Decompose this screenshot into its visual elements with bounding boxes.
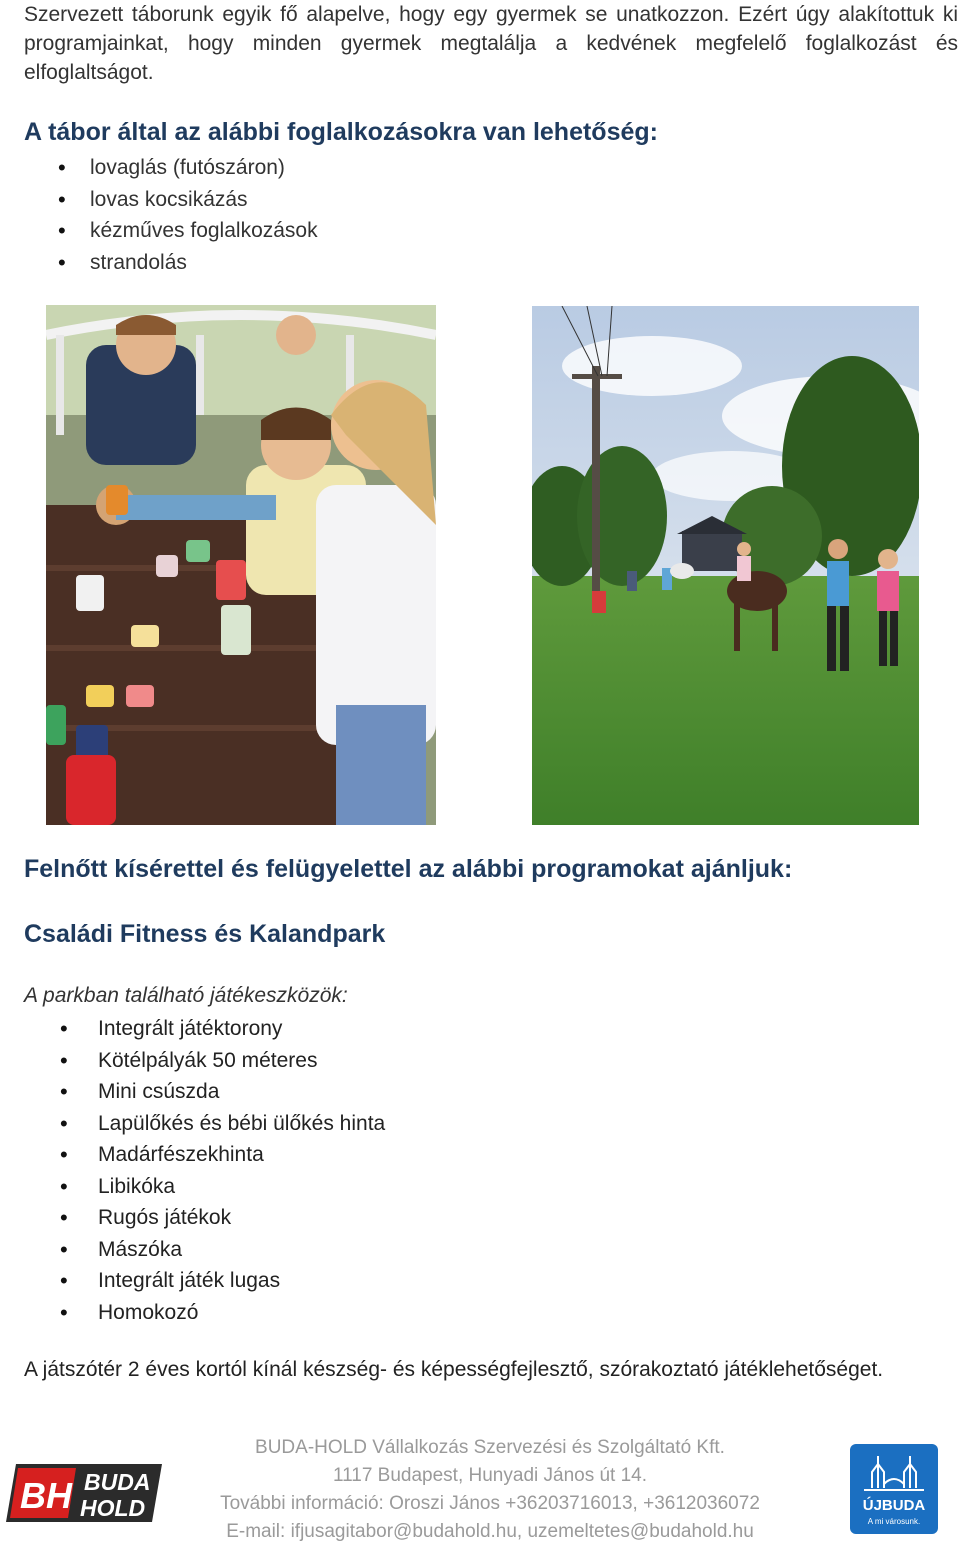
activities-heading: A tábor által az alábbi foglalkozásokra van lehetőség: — [24, 118, 658, 146]
ujbuda-logo — [850, 1444, 938, 1534]
list-item: • Mini csúszda — [98, 1076, 385, 1108]
buda-hold-logo — [6, 1462, 162, 1524]
footer-company: BUDA-HOLD Vállalkozás Szervezési és Szolgáltató Kft. — [255, 1437, 725, 1458]
list-item: • Mászóka — [98, 1234, 385, 1266]
footer-info: További információ: Oroszi János +36203716013, +3612036072 — [220, 1493, 760, 1514]
horse-riding-photo — [532, 306, 919, 825]
list-item: • kézműves foglalkozások — [90, 215, 318, 247]
footer-email: E-mail: ifjusagitabor@budahold.hu, uzemeltetes@budahold.hu — [226, 1521, 754, 1542]
list-item: • lovas kocsikázás — [90, 184, 318, 216]
list-item: • Homokozó — [98, 1297, 385, 1329]
crafts-photo — [46, 305, 436, 825]
list-item: • strandolás — [90, 247, 318, 279]
park-subtitle: A parkban található játékeszközök: — [24, 984, 348, 1007]
footer-contact — [180, 1434, 800, 1546]
svg-text:A mi városunk.: A mi városunk. — [867, 1517, 921, 1526]
list-item: • Kötélpályák 50 méteres — [98, 1045, 385, 1077]
list-item: • Rugós játékok — [98, 1202, 385, 1234]
svg-text:BUDA: BUDA — [84, 1469, 151, 1495]
closing-paragraph: A játszótér 2 éves kortól kínál készség- és képességfejlesztő, szórakoztató játéklehetőséget. — [24, 1358, 884, 1381]
list-item: • lovaglás (futószáron) — [90, 152, 318, 184]
activities-list — [90, 152, 318, 278]
adult-programs-heading: Felnőtt kísérettel és felügyelettel az alábbi programokat ajánljuk: — [24, 855, 793, 883]
svg-text:HOLD: HOLD — [80, 1495, 146, 1521]
list-item: • Lapülőkés és bébi ülőkés hinta — [98, 1108, 385, 1140]
footer-address: 1117 Budapest, Hunyadi János út 14. — [332, 1465, 648, 1486]
svg-text:ÚJBUDA: ÚJBUDA — [862, 1497, 926, 1514]
list-item: • Madárfészekhinta — [98, 1139, 385, 1171]
list-item: • Integrált játéktorony — [98, 1013, 385, 1045]
park-title: Családi Fitness és Kalandpark — [24, 920, 386, 948]
svg-text:BH: BH — [20, 1475, 72, 1516]
intro-paragraph: Szervezett táborunk egyik fő alapelve, hogy egy gyermek se unatkozzon. Ezért úgy alakítottuk ki programjainkat, hogy minden gyermek megtalálja a kedvének megfelelő foglalkozást és elfoglaltságot. — [24, 3, 958, 84]
park-equipment-list — [98, 1013, 385, 1328]
list-item: • Integrált játék lugas — [98, 1265, 385, 1297]
list-item: • Libikóka — [98, 1171, 385, 1203]
